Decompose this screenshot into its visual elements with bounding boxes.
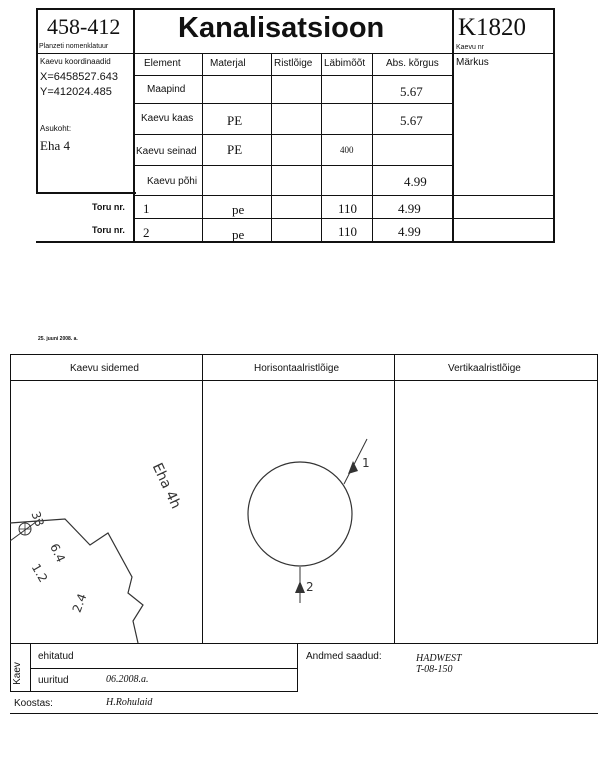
plan-caption: Planzeti nomenklatuur — [39, 43, 109, 50]
handwritten-64: 6.4 — [47, 541, 68, 565]
row-diameter: 400 — [340, 145, 354, 155]
col-height: Abs. kõrgus — [386, 58, 439, 69]
coords-label: Kaevu koordinaadid — [40, 57, 111, 66]
handwritten-pipe-1: 1 — [362, 456, 370, 470]
plan-number: 458-412 — [47, 14, 121, 39]
well-caption: Kaevu nr — [456, 44, 485, 51]
pipe-label: Toru nr. — [92, 202, 125, 212]
row-material: PE — [227, 113, 243, 128]
handwritten-12: 1.2 — [28, 561, 51, 585]
row-height: 5.67 — [400, 84, 423, 99]
data-source-value: HADWEST — [416, 653, 462, 664]
side-label: Kaev — [11, 662, 23, 685]
row-element: Kaevu põhi — [147, 176, 198, 187]
row-element: Kaevu seinad — [136, 146, 197, 157]
col-diameter: Läbimõõt — [324, 58, 366, 69]
data-source-code: T-08-150 — [416, 664, 453, 675]
pipe-arrow-icon — [348, 461, 358, 474]
pipe-diameter: 110 — [338, 224, 358, 239]
author-value: H.Rohulaid — [106, 697, 153, 708]
location-label: Asukoht: — [40, 124, 72, 133]
handwritten-24: 2.4 — [69, 591, 90, 615]
row-material: PE — [227, 142, 243, 157]
horizontal-section-drawing — [203, 381, 394, 643]
pipe-diameter: 110 — [338, 201, 358, 216]
row-element: Maapind — [147, 84, 186, 95]
built-label: ehitatud — [38, 651, 74, 662]
row-element: Kaevu kaas — [141, 113, 194, 124]
row-height: 5.67 — [400, 113, 423, 128]
y-coordinate: Y=412024.485 — [40, 86, 112, 98]
pipe-number: 1 — [143, 201, 150, 216]
row-height: 4.99 — [404, 174, 427, 189]
pipe-height: 4.99 — [398, 201, 421, 216]
header-vertical-section: Vertikaalristlõige — [448, 363, 521, 374]
col-element: Element — [144, 58, 181, 69]
pipe-number: 2 — [143, 225, 150, 240]
handwritten-street: Eha 4h — [148, 460, 184, 512]
updated-label: uuritud — [38, 675, 69, 686]
pipe-label: Toru nr. — [92, 225, 125, 235]
location-value: Eha 4 — [40, 138, 70, 153]
updated-value: 06.2008.a. — [106, 674, 149, 685]
remarks-label: Märkus — [456, 57, 489, 68]
handwritten-33: 33 — [28, 509, 47, 529]
handwritten-pipe-2: 2 — [306, 580, 314, 594]
data-source-label: Andmed saadud: — [306, 651, 382, 662]
col-cross: Ristlõige — [274, 58, 313, 69]
well-number: K1820 — [458, 14, 527, 41]
col-material: Materjal — [210, 58, 246, 69]
pipe-material: pe — [232, 227, 245, 242]
header-well-links: Kaevu sidemed — [70, 363, 139, 374]
date-stamp: 25. juuni 2008. a. — [38, 336, 78, 342]
header-horizontal-section: Horisontaalristlõige — [254, 363, 340, 374]
pipe-height: 4.99 — [398, 224, 421, 239]
author-label: Koostas: — [14, 698, 53, 709]
x-coordinate: X=6458527.643 — [40, 71, 118, 83]
pipe-material: pe — [232, 202, 245, 217]
page-title: Kanalisatsioon — [178, 12, 385, 44]
pipe-arrow-icon — [295, 581, 305, 593]
